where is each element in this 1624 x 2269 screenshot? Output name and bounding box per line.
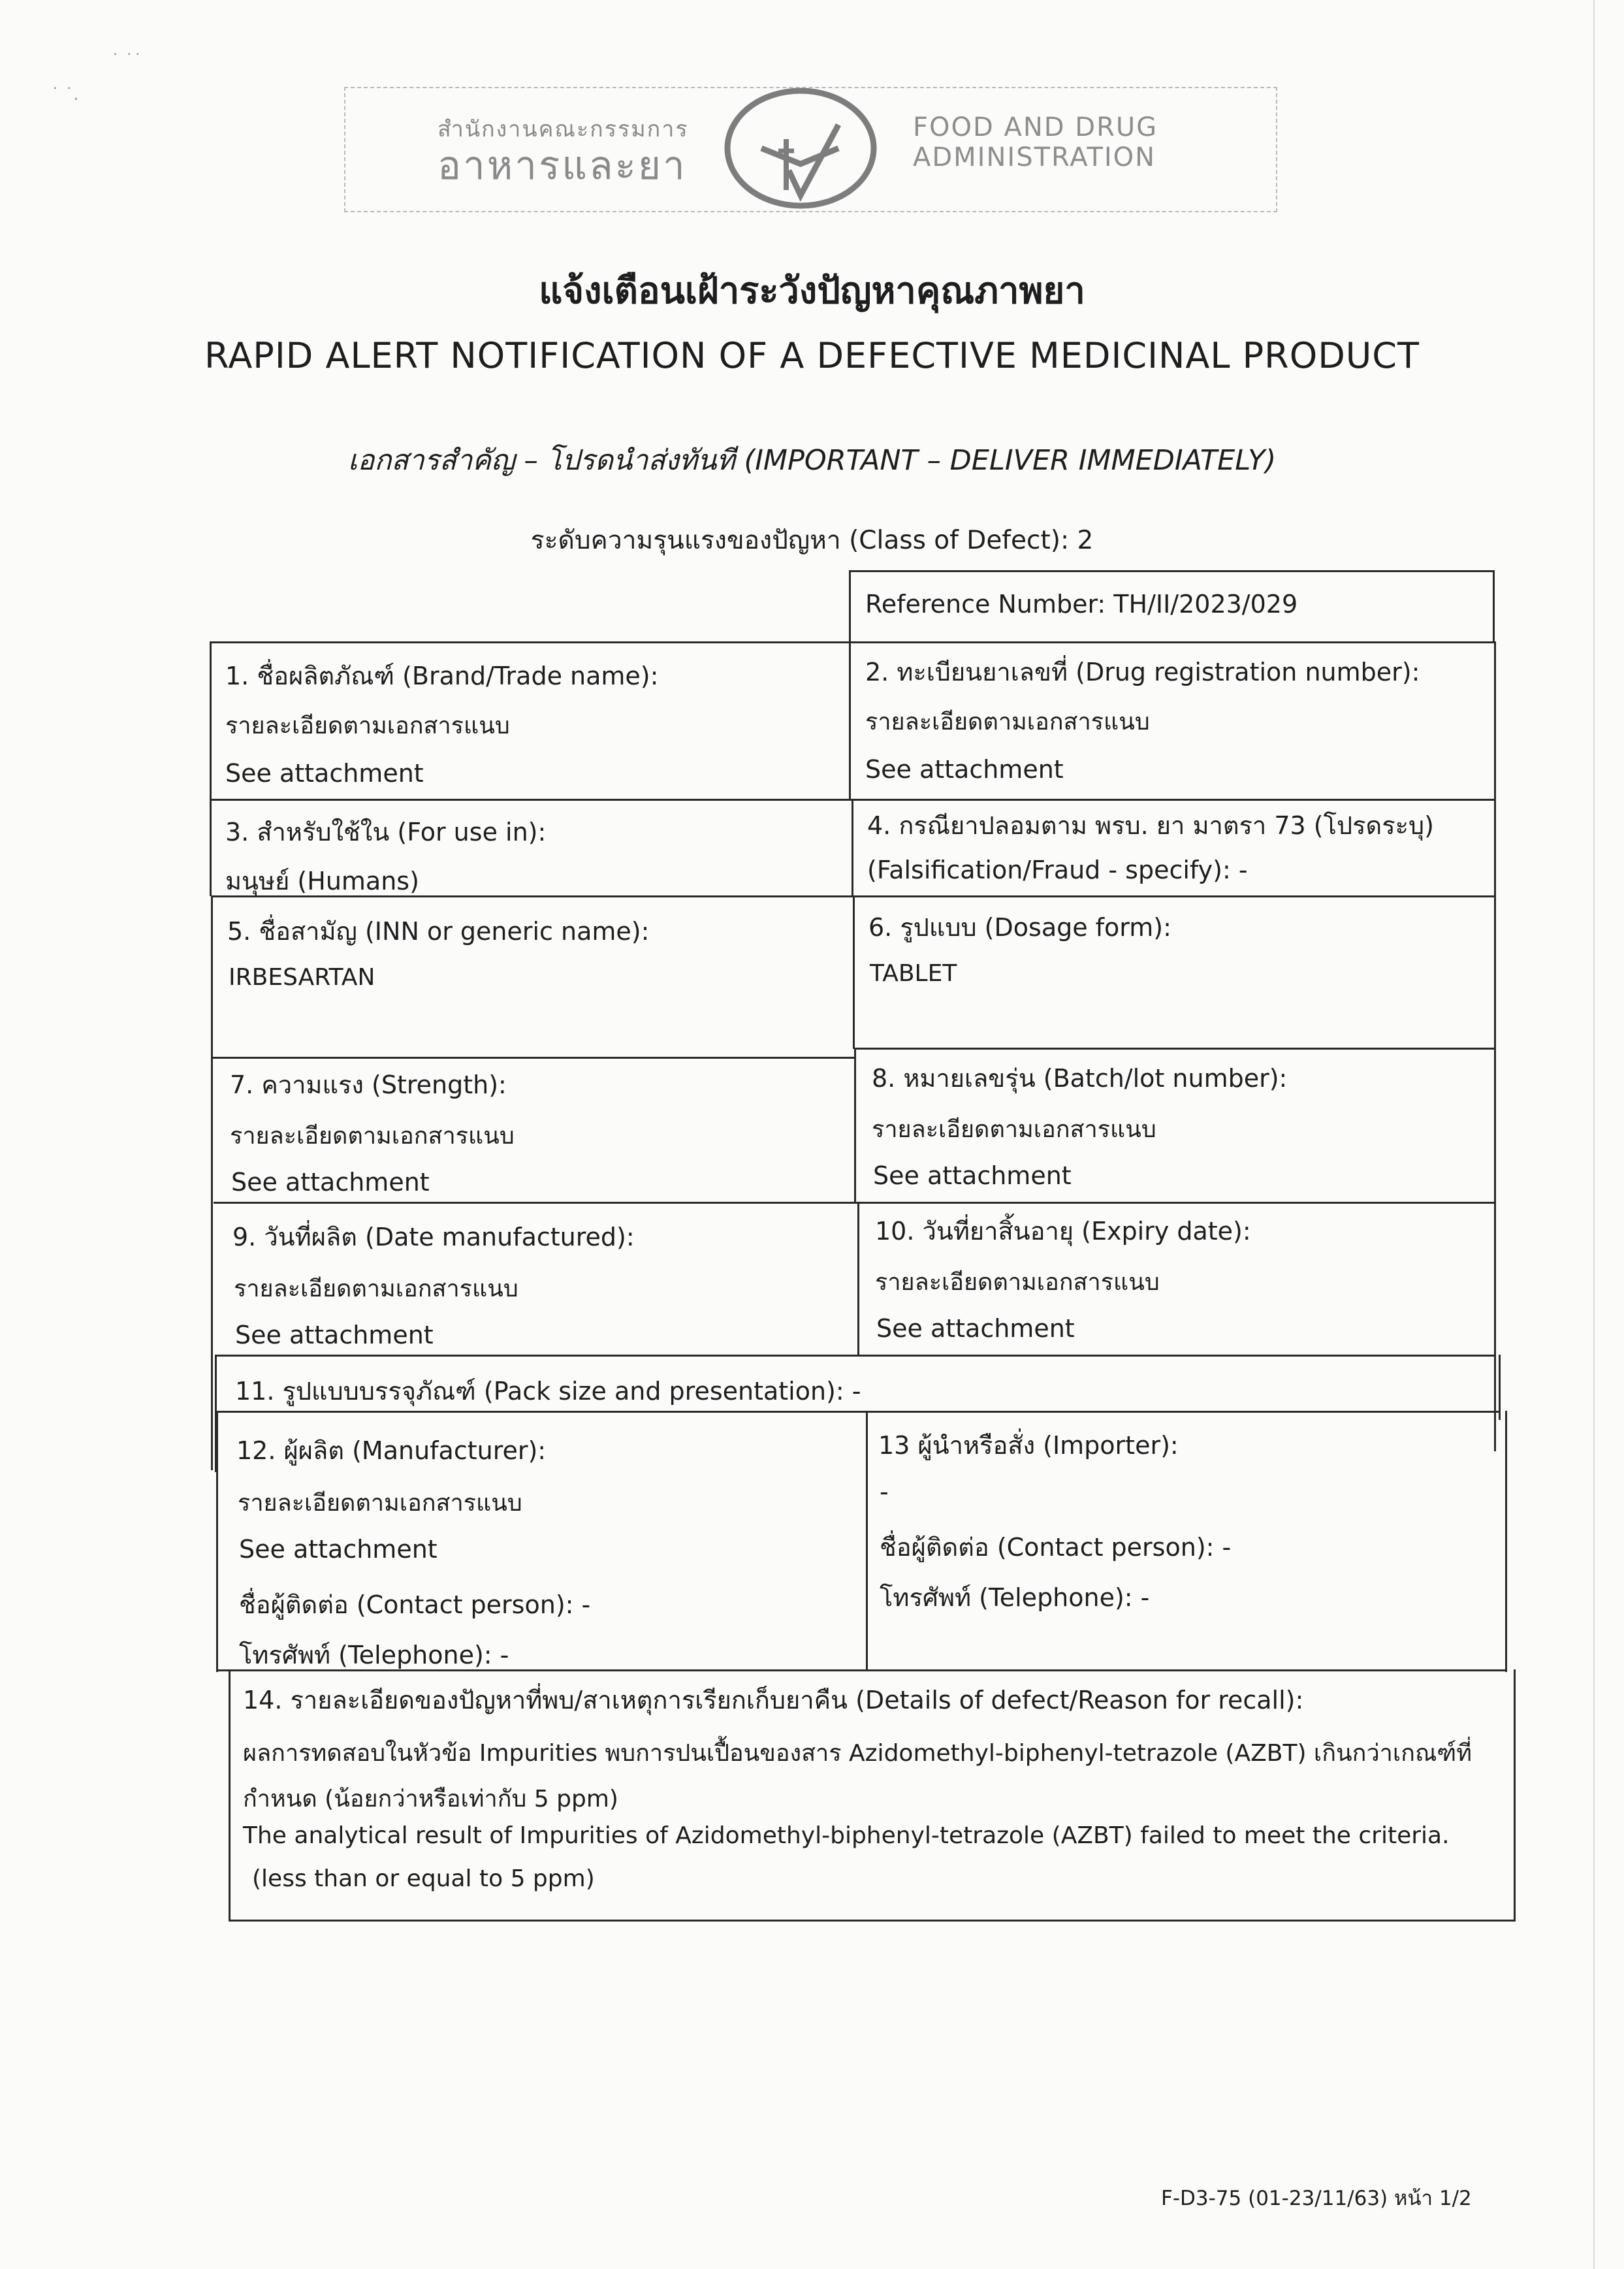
field-6-label: 6. รูปแบบ (Dosage form): <box>868 913 1171 942</box>
rule <box>212 1057 855 1059</box>
field-9-value-en: See attachment <box>235 1321 434 1349</box>
rule <box>854 1048 856 1203</box>
field-14-english-line1: The analytical result of Impurities of Azidomethyl-biphenyl-tetrazole (AZBT) failed to meet the criteria. <box>243 1822 1450 1849</box>
rule <box>857 1202 859 1356</box>
field-13-label: 13 ผู้นำหรือสั่ง (Importer): <box>878 1431 1179 1460</box>
reference-number: Reference Number: TH/II/2023/029 <box>865 590 1298 619</box>
rule <box>229 1669 231 1922</box>
field-12-label: 12. ผู้ผลิต (Manufacturer): <box>236 1436 547 1465</box>
field-9-label: 9. วันที่ผลิต (Date manufactured): <box>232 1223 635 1251</box>
scan-speck: ˙ ˙. <box>51 85 79 105</box>
rule <box>214 1202 1495 1204</box>
field-10-label: 10. วันที่ยาสิ้นอายุ (Expiry date): <box>875 1217 1251 1246</box>
subtitle: เอกสารสำคัญ – โปรดนำส่งทันที (IMPORTANT – DELIVER IMMEDIATELY) <box>347 444 1277 477</box>
field-2-label: 2. ทะเบียนยาเลขที่ (Drug registration number): <box>865 658 1420 686</box>
field-12-contact: ชื่อผู้ติดต่อ (Contact person): - <box>239 1590 591 1619</box>
field-2-value-th: รายละเอียดตามเอกสารแนบ <box>865 709 1150 735</box>
rule <box>229 1920 1516 1922</box>
logo-thai-small: สำนักงานคณะกรรมการ <box>438 116 689 142</box>
field-2-value-en: See attachment <box>865 755 1064 784</box>
logo-en-line2: ADMINISTRATION <box>913 142 1156 172</box>
field-12-telephone: โทรศัพท์ (Telephone): - <box>239 1641 509 1669</box>
field-3-label: 3. สำหรับใช้ใน (For use in): <box>225 818 547 846</box>
rule <box>1499 1355 1501 1420</box>
field-5-value: IRBESARTAN <box>229 964 375 991</box>
field-10-value-en: See attachment <box>876 1314 1075 1343</box>
rule <box>211 895 213 1470</box>
field-8-value-en: See attachment <box>873 1161 1072 1190</box>
field-8-value-th: รายละเอียดตามเอกสารแนบ <box>872 1116 1156 1143</box>
field-5-label: 5. ชื่อสามัญ (INN or generic name): <box>227 917 650 946</box>
field-13-contact: ชื่อผู้ติดต่อ (Contact person): - <box>880 1533 1232 1562</box>
field-14-english-line2: (less than or equal to 5 ppm) <box>252 1865 595 1892</box>
field-7-label: 7. ความแรง (Strength): <box>230 1070 507 1099</box>
rule <box>215 1355 1496 1357</box>
rule <box>1494 641 1496 1451</box>
field-4-value: (Falsification/Fraud - specify): - <box>867 856 1248 884</box>
field-9-value-th: รายละเอียดตามเอกสารแนบ <box>234 1276 518 1302</box>
field-3-value: มนุษย์ (Humans) <box>225 867 419 895</box>
field-14-label: 14. รายละเอียดของปัญหาที่พบ/สาเหตุการเรียกเก็บยาคืน (Details of defect/Reason for recall): <box>243 1686 1304 1714</box>
field-7-value-th: รายละเอียดตามเอกสารแนบ <box>230 1123 515 1150</box>
field-11-label: 11. รูปแบบบรรจุภัณฑ์ (Pack size and presentation): - <box>235 1377 861 1406</box>
field-14-thai-line1: ผลการทดสอบในหัวข้อ Impurities พบการปนเปื้อนของสาร Azidomethyl-biphenyl-tetrazole (AZBT) เกินกว่าเกณฑ์ที่ <box>243 1740 1472 1767</box>
scan-speck: ˙ ˙˙ <box>111 51 142 71</box>
field-6-value: TABLET <box>870 960 957 987</box>
form-footer: F-D3-75 (01-23/11/63) หน้า 1/2 <box>1161 2187 1472 2210</box>
rule <box>852 799 853 897</box>
rule <box>1505 1411 1507 1672</box>
rule <box>1514 1669 1516 1922</box>
rule <box>216 1411 218 1672</box>
field-10-value-th: รายละเอียดตามเอกสารแนบ <box>875 1269 1160 1296</box>
rule <box>210 641 1495 643</box>
rule <box>849 570 851 800</box>
rule <box>853 895 855 1049</box>
rule <box>849 570 1494 572</box>
title-english: RAPID ALERT NOTIFICATION OF A DEFECTIVE MEDICINAL PRODUCT <box>204 335 1420 376</box>
field-14-thai-line2: กำหนด (น้อยกว่าหรือเท่ากับ 5 ppm) <box>243 1786 618 1812</box>
field-12-value-en: See attachment <box>239 1535 438 1564</box>
logo-en-line1: FOOD AND DRUG <box>913 112 1158 142</box>
field-13-value: - <box>880 1477 889 1506</box>
rule <box>216 1411 1500 1413</box>
title-thai: แจ้งเตือนเฝ้าระวังปัญหาคุณภาพยา <box>539 270 1085 312</box>
rule <box>1493 570 1495 642</box>
field-7-value-en: See attachment <box>231 1168 430 1197</box>
field-12-value-th: รายละเอียดตามเอกสารแนบ <box>238 1490 522 1517</box>
field-1-value-en: See attachment <box>225 759 424 788</box>
field-13-telephone: โทรศัพท์ (Telephone): - <box>880 1583 1150 1612</box>
class-of-defect: ระดับความรุนแรงของปัญหา (Class of Defect): 2 <box>530 526 1094 555</box>
field-4-label: 4. กรณียาปลอมตาม พรบ. ยา มาตรา 73 (โปรดระบุ) <box>867 811 1434 840</box>
field-8-label: 8. หมายเลขรุ่น (Batch/lot number): <box>872 1064 1288 1093</box>
rule <box>210 641 212 896</box>
fda-seal-icon <box>724 86 878 211</box>
logo-thai-big: อาหารและยา <box>438 143 687 189</box>
rule <box>854 1048 1495 1050</box>
field-1-value-th: รายละเอียดตามเอกสารแนบ <box>225 713 510 739</box>
field-1-label: 1. ชื่อผลิตภัณฑ์ (Brand/Trade name): <box>225 662 659 690</box>
rule <box>866 1411 868 1671</box>
